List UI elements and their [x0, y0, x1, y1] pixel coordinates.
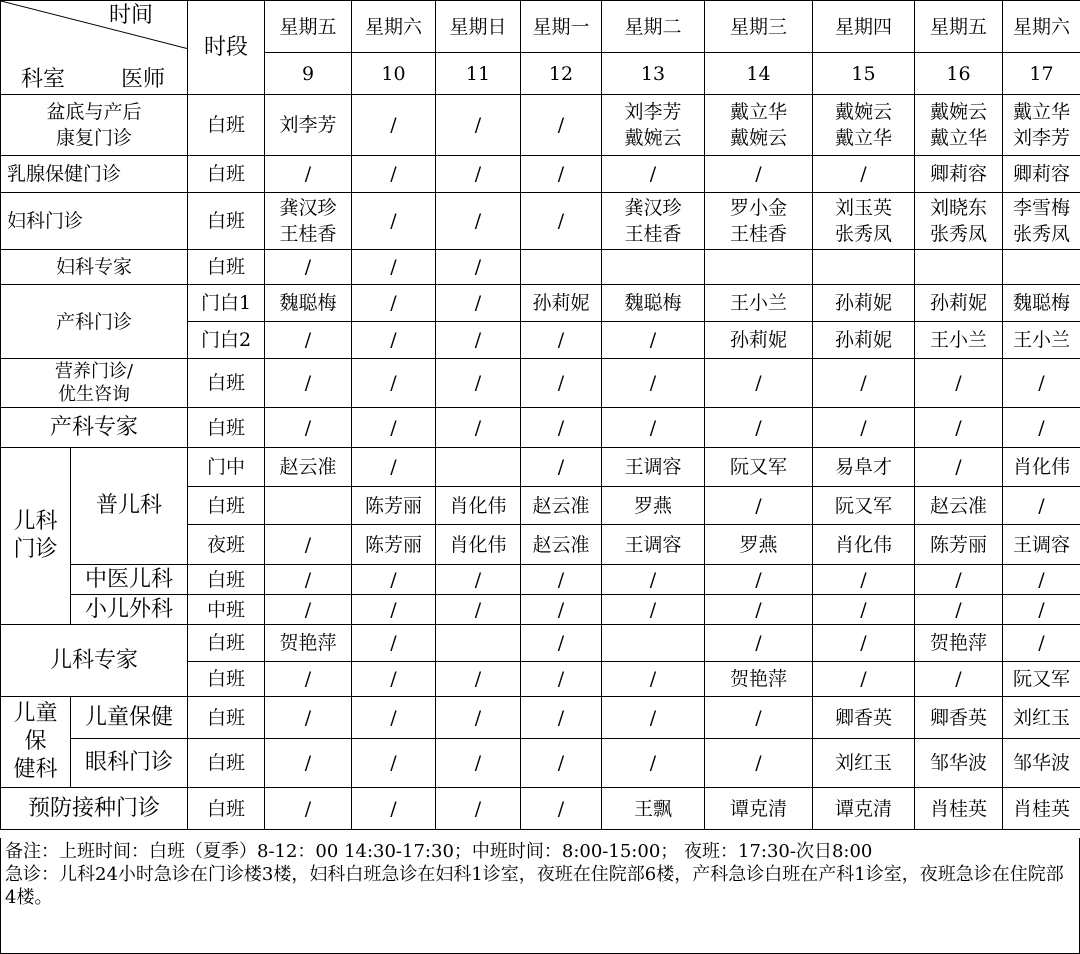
doctor-cell: /: [521, 697, 602, 739]
doctor-cell: 赵云准: [915, 487, 1003, 525]
doctor-cell: 邹华波: [1003, 739, 1080, 788]
doctor-cell: /: [265, 359, 352, 408]
doctor-cell: /: [352, 359, 436, 408]
doctor-cell: /: [436, 359, 521, 408]
emergency-note: 急诊：儿科24小时急诊在门诊楼3楼，妇科白班急诊在妇科1诊室，夜班在住院部6楼，产科急诊白班在产科1诊室，夜班急诊在住院部4楼。: [5, 864, 1064, 908]
doctor-cell: /: [915, 662, 1003, 697]
doctor-cell: /: [352, 322, 436, 359]
period-cell: 门白1: [188, 285, 265, 322]
doctor-cell: /: [602, 156, 705, 193]
doctor-cell: [602, 250, 705, 285]
doctor-cell: 谭克清: [813, 788, 915, 830]
period-cell: 白班: [188, 95, 265, 156]
period-cell: 白班: [188, 662, 265, 697]
doctor-cell: 赵云准: [265, 448, 352, 487]
date-header: 13: [602, 53, 705, 95]
doctor-cell: /: [915, 408, 1003, 448]
doctor-cell: 孙莉妮: [915, 285, 1003, 322]
doctor-cell: /: [813, 595, 915, 625]
doctor-cell: 孙莉妮: [813, 285, 915, 322]
doctor-cell: 戴婉云 戴立华: [813, 95, 915, 156]
doctor-cell: 刘晓东 张秀凤: [915, 193, 1003, 250]
period-cell: 白班: [188, 697, 265, 739]
doctor-cell: /: [265, 595, 352, 625]
doctor-cell: /: [705, 487, 813, 525]
doctor-cell: 魏聪梅: [602, 285, 705, 322]
date-header: 11: [436, 53, 521, 95]
doctor-cell: 贺艳萍: [915, 625, 1003, 662]
schedule-row: [1, 448, 1080, 487]
doctor-label: 医师: [121, 67, 166, 92]
doctor-cell: [436, 448, 521, 487]
department-cell: 儿科 门诊: [1, 448, 71, 625]
sub-department-cell: 眼科门诊: [71, 739, 188, 788]
doctor-cell: /: [352, 595, 436, 625]
doctor-cell: 王小兰: [915, 322, 1003, 359]
doctor-cell: /: [265, 322, 352, 359]
doctor-cell: /: [1003, 565, 1080, 595]
doctor-cell: /: [265, 156, 352, 193]
doctor-cell: /: [436, 95, 521, 156]
doctor-cell: /: [436, 697, 521, 739]
doctor-cell: /: [265, 739, 352, 788]
doctor-cell: /: [705, 595, 813, 625]
doctor-cell: /: [436, 193, 521, 250]
date-header: 15: [813, 53, 915, 95]
doctor-cell: 刘玉英 张秀凤: [813, 193, 915, 250]
period-cell: 中班: [188, 595, 265, 625]
doctor-cell: /: [521, 322, 602, 359]
doctor-cell: /: [705, 156, 813, 193]
doctor-cell: /: [352, 625, 436, 662]
doctor-cell: /: [352, 250, 436, 285]
doctor-cell: /: [265, 250, 352, 285]
doctor-cell: [602, 625, 705, 662]
doctor-cell: /: [352, 448, 436, 487]
doctor-cell: 罗燕: [705, 525, 813, 565]
doctor-cell: 卿香英: [915, 697, 1003, 739]
doctor-cell: /: [521, 788, 602, 830]
doctor-cell: /: [352, 697, 436, 739]
department-label: 科室: [21, 67, 66, 92]
date-header: 12: [521, 53, 602, 95]
doctor-cell: 王调容: [602, 525, 705, 565]
doctor-cell: /: [436, 565, 521, 595]
doctor-cell: 戴立华 戴婉云: [705, 95, 813, 156]
doctor-cell: /: [813, 156, 915, 193]
notes-section: [0, 838, 1080, 954]
doctor-cell: /: [705, 625, 813, 662]
doctor-cell: /: [602, 739, 705, 788]
doctor-cell: 魏聪梅: [1003, 285, 1080, 322]
time-label: 时间: [109, 3, 154, 28]
doctor-cell: /: [915, 595, 1003, 625]
doctor-cell: /: [352, 95, 436, 156]
doctor-cell: 阮又军: [705, 448, 813, 487]
weekday-header: 星期三: [705, 1, 813, 53]
doctor-cell: 李雪梅 张秀凤: [1003, 193, 1080, 250]
doctor-cell: 阮又军: [813, 487, 915, 525]
doctor-cell: 孙莉妮: [705, 322, 813, 359]
doctor-cell: /: [602, 697, 705, 739]
doctor-cell: 王调容: [602, 448, 705, 487]
doctor-cell: /: [352, 739, 436, 788]
weekday-header: 星期六: [1003, 1, 1080, 53]
period-cell: 门白2: [188, 322, 265, 359]
doctor-cell: [915, 250, 1003, 285]
weekday-header: 星期五: [915, 1, 1003, 53]
doctor-cell: /: [436, 156, 521, 193]
doctor-cell: [521, 250, 602, 285]
weekday-header: 星期五: [265, 1, 352, 53]
doctor-cell: /: [521, 565, 602, 595]
header-corner-cell: [1, 1, 188, 95]
doctor-cell: /: [436, 595, 521, 625]
department-cell: 儿科专家: [1, 625, 188, 697]
doctor-cell: /: [705, 739, 813, 788]
date-header: 14: [705, 53, 813, 95]
doctor-cell: /: [265, 788, 352, 830]
doctor-cell: /: [1003, 487, 1080, 525]
doctor-cell: /: [602, 565, 705, 595]
doctor-cell: 孙莉妮: [813, 322, 915, 359]
doctor-cell: /: [521, 595, 602, 625]
doctor-cell: 赵云准: [521, 525, 602, 565]
period-cell: 白班: [188, 156, 265, 193]
schedule-row: [1, 285, 1080, 322]
doctor-cell: 赵云准: [521, 487, 602, 525]
date-header: 17: [1003, 53, 1080, 95]
doctor-cell: /: [813, 625, 915, 662]
doctor-cell: /: [352, 662, 436, 697]
schedule-row: [1, 697, 1080, 739]
period-cell: 白班: [188, 408, 265, 448]
schedule-row: [1, 739, 1080, 788]
department-cell: 预防接种门诊: [1, 788, 188, 830]
doctor-cell: 肖化伟: [436, 487, 521, 525]
period-cell: 白班: [188, 739, 265, 788]
doctor-cell: 卿莉容: [915, 156, 1003, 193]
schedule-row: [1, 408, 1080, 448]
doctor-cell: 龚汉珍 王桂香: [265, 193, 352, 250]
doctor-cell: /: [602, 595, 705, 625]
doctor-cell: 龚汉珍 王桂香: [602, 193, 705, 250]
doctor-cell: /: [352, 193, 436, 250]
date-header: 10: [352, 53, 436, 95]
schedule-row: [1, 625, 1080, 662]
doctor-cell: 王小兰: [1003, 322, 1080, 359]
period-cell: 白班: [188, 193, 265, 250]
period-cell: 白班: [188, 359, 265, 408]
doctor-cell: /: [705, 565, 813, 595]
doctor-cell: /: [352, 285, 436, 322]
doctor-cell: /: [436, 739, 521, 788]
doctor-cell: [1003, 250, 1080, 285]
doctor-cell: [705, 250, 813, 285]
doctor-cell: 肖化伟: [436, 525, 521, 565]
doctor-cell: 戴婉云 戴立华: [915, 95, 1003, 156]
doctor-cell: 肖化伟: [813, 525, 915, 565]
doctor-cell: /: [436, 788, 521, 830]
date-header: 9: [265, 53, 352, 95]
doctor-cell: /: [265, 697, 352, 739]
doctor-cell: /: [436, 250, 521, 285]
doctor-cell: 刘李芳: [265, 95, 352, 156]
department-cell: 儿童 保 健科: [1, 697, 71, 788]
doctor-cell: 阮又军: [1003, 662, 1080, 697]
doctor-cell: /: [915, 359, 1003, 408]
doctor-cell: /: [436, 285, 521, 322]
doctor-cell: 肖桂英: [915, 788, 1003, 830]
doctor-cell: /: [436, 408, 521, 448]
doctor-cell: /: [352, 788, 436, 830]
doctor-cell: /: [265, 662, 352, 697]
weekday-header: 星期六: [352, 1, 436, 53]
period-header: 时段: [188, 1, 265, 95]
date-header: 16: [915, 53, 1003, 95]
doctor-cell: 贺艳萍: [265, 625, 352, 662]
sub-department-cell: 中医儿科: [71, 565, 188, 595]
doctor-cell: 肖桂英: [1003, 788, 1080, 830]
weekday-header: 星期一: [521, 1, 602, 53]
doctor-cell: /: [521, 95, 602, 156]
weekday-header: 星期二: [602, 1, 705, 53]
doctor-cell: /: [521, 739, 602, 788]
doctor-cell: 谭克清: [705, 788, 813, 830]
doctor-cell: 罗小金 王桂香: [705, 193, 813, 250]
department-cell: 产科门诊: [1, 285, 188, 359]
doctor-cell: /: [602, 322, 705, 359]
schedule-row: [1, 359, 1080, 408]
sub-department-cell: 小儿外科: [71, 595, 188, 625]
doctor-cell: /: [602, 359, 705, 408]
doctor-cell: /: [915, 448, 1003, 487]
period-cell: 门中: [188, 448, 265, 487]
doctor-cell: /: [705, 408, 813, 448]
work-hours-note: 备注：上班时间：白班（夏季）8-12：00 14:30-17:30；中班时间：8:00-15:00； 夜班：17:30-次日8:00: [5, 841, 873, 862]
doctor-cell: /: [352, 408, 436, 448]
doctor-cell: /: [521, 408, 602, 448]
doctor-cell: /: [352, 565, 436, 595]
doctor-cell: 邹华波: [915, 739, 1003, 788]
department-cell: 妇科门诊: [1, 193, 188, 250]
doctor-cell: 陈芳丽: [352, 487, 436, 525]
doctor-cell: /: [265, 408, 352, 448]
period-cell: 白班: [188, 565, 265, 595]
doctor-cell: [436, 625, 521, 662]
schedule-row: [1, 788, 1080, 830]
doctor-cell: /: [521, 156, 602, 193]
doctor-cell: 魏聪梅: [265, 285, 352, 322]
period-cell: 夜班: [188, 525, 265, 565]
doctor-cell: /: [436, 662, 521, 697]
department-cell: 盆底与产后 康复门诊: [1, 95, 188, 156]
doctor-cell: /: [1003, 595, 1080, 625]
doctor-cell: /: [813, 662, 915, 697]
doctor-cell: /: [521, 625, 602, 662]
doctor-cell: 陈芳丽: [352, 525, 436, 565]
period-cell: 白班: [188, 250, 265, 285]
schedule-row: [1, 156, 1080, 193]
doctor-cell: [813, 250, 915, 285]
doctor-cell: 王小兰: [705, 285, 813, 322]
doctor-cell: /: [521, 662, 602, 697]
doctor-cell: 王飘: [602, 788, 705, 830]
doctor-cell: /: [265, 565, 352, 595]
doctor-cell: /: [521, 448, 602, 487]
doctor-cell: /: [352, 156, 436, 193]
doctor-cell: 王调容: [1003, 525, 1080, 565]
doctor-cell: 孙莉妮: [521, 285, 602, 322]
sub-department-cell: 普儿科: [71, 448, 188, 565]
doctor-cell: /: [265, 525, 352, 565]
department-cell: 营养门诊/ 优生咨询: [1, 359, 188, 408]
doctor-cell: 卿香英: [813, 697, 915, 739]
doctor-cell: /: [705, 359, 813, 408]
doctor-cell: 戴立华 刘李芳: [1003, 95, 1080, 156]
schedule-row: [1, 250, 1080, 285]
department-cell: 产科专家: [1, 408, 188, 448]
doctor-cell: /: [813, 565, 915, 595]
sub-department-cell: 儿童保健: [71, 697, 188, 739]
period-cell: 白班: [188, 788, 265, 830]
doctor-cell: 罗燕: [602, 487, 705, 525]
doctor-cell: 贺艳萍: [705, 662, 813, 697]
period-cell: 白班: [188, 625, 265, 662]
department-cell: 乳腺保健门诊: [1, 156, 188, 193]
doctor-cell: 刘李芳 戴婉云: [602, 95, 705, 156]
weekday-header: 星期日: [436, 1, 521, 53]
doctor-cell: 陈芳丽: [915, 525, 1003, 565]
doctor-cell: 刘红玉: [813, 739, 915, 788]
doctor-cell: /: [602, 662, 705, 697]
doctor-cell: /: [813, 408, 915, 448]
schedule-row: [1, 565, 1080, 595]
weekday-header: 星期四: [813, 1, 915, 53]
schedule-row: [1, 193, 1080, 250]
department-cell: 妇科专家: [1, 250, 188, 285]
doctor-cell: /: [1003, 625, 1080, 662]
schedule-row: [1, 595, 1080, 625]
doctor-cell: 刘红玉: [1003, 697, 1080, 739]
period-cell: 白班: [188, 487, 265, 525]
schedule-row: [1, 95, 1080, 156]
doctor-cell: [265, 487, 352, 525]
doctor-cell: /: [915, 565, 1003, 595]
doctor-cell: /: [436, 322, 521, 359]
doctor-cell: 易阜才: [813, 448, 915, 487]
doctor-cell: /: [705, 697, 813, 739]
doctor-cell: 肖化伟: [1003, 448, 1080, 487]
doctor-cell: /: [1003, 359, 1080, 408]
doctor-cell: /: [602, 408, 705, 448]
doctor-cell: /: [521, 193, 602, 250]
doctor-cell: /: [1003, 408, 1080, 448]
doctor-cell: /: [813, 359, 915, 408]
doctor-cell: 卿莉容: [1003, 156, 1080, 193]
doctor-cell: /: [521, 359, 602, 408]
